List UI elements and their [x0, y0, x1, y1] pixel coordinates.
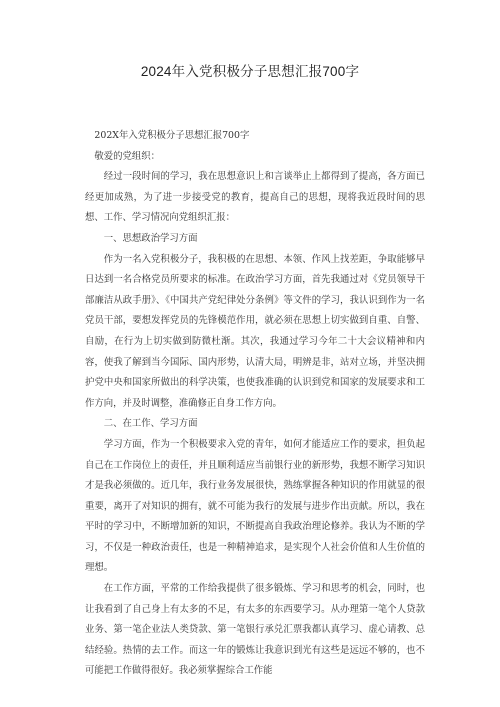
paragraph: 在工作方面，平常的工作给我提供了很多锻炼、学习和思考的机会，同时，也让我看到了自己身上有太多的不足，有太多的东西要学习。从办理第一笔个人贷款业务、第一笔企业法人类贷款、第一笔银行承兑汇票我都认真学习、虚心请教、总结经验。热情的去工作。而这一年的锻炼让我意识到光有这些是远远不够的，也不可能把工作做得很好。我必须掌握综合工作能: [85, 583, 425, 677]
document-title: 2024年入党积极分子思想汇报700字: [140, 64, 360, 79]
section-heading: 二、在工作、学习方面: [103, 418, 198, 430]
paragraph: 作为一名入党积极分子，我积极的在思想、本领、作风上找差距，争取能够早日达到一名合格党员所要求的标准。在政治学习方面，首先我通过对《党员领导干部廉洁从政手册》、《中国共产党纪律处分条例》等文件的学习，我认识到作为一名党员干部，要想发挥党员的先锋模范作用，就必须在思想上切实做到自重、自警、自励，在行为上切实做到防微杜渐。其次，我通过学习今年二十大会议精神和内容，使我了解到当今国际、国内形势，认清大局，明辨是非，站对立场，并坚决拥护党中央和国家所做出的科学决策，也使我准确的认识到党和国家的发展要求和工作方向，并及时调整，准确修正自身工作方向。: [85, 253, 425, 409]
section-heading: 一、思想政治学习方面: [103, 232, 198, 244]
paragraph: 学习方面，作为一个积极要求入党的青年，如何才能适应工作的要求，担负起自己在工作岗位上的责任，并且顺利适应当前银行业的新形势，我想不断学习知识才是我必须做的。近几年，我行业务发展很快，熟练掌握各种知识的作用就显的很重要，离开了对知识的拥有，就不可能为我行的发展与进步作出贡献。所以，我在平时的学习中，不断增加新的知识，不断提高自我政治理论修养。我认为不断的学习，不仅是一种政治责任，也是一种精神追求，是实现个人社会价值和人生价值的理想。: [85, 438, 425, 574]
document-subtitle: 202X年入党积极分子思想汇报700字: [94, 130, 250, 141]
salutation: 敬爱的党组织：: [94, 150, 161, 162]
paragraph: 经过一段时间的学习，我在思想意识上和言谈举止上都得到了提高，各方面已经更加成熟，为了进一步接受党的教育，提高自己的思想，现将我近段时间的思想、工作、学习情况向党组织汇报：: [85, 171, 425, 224]
document-body: [85, 126, 425, 682]
